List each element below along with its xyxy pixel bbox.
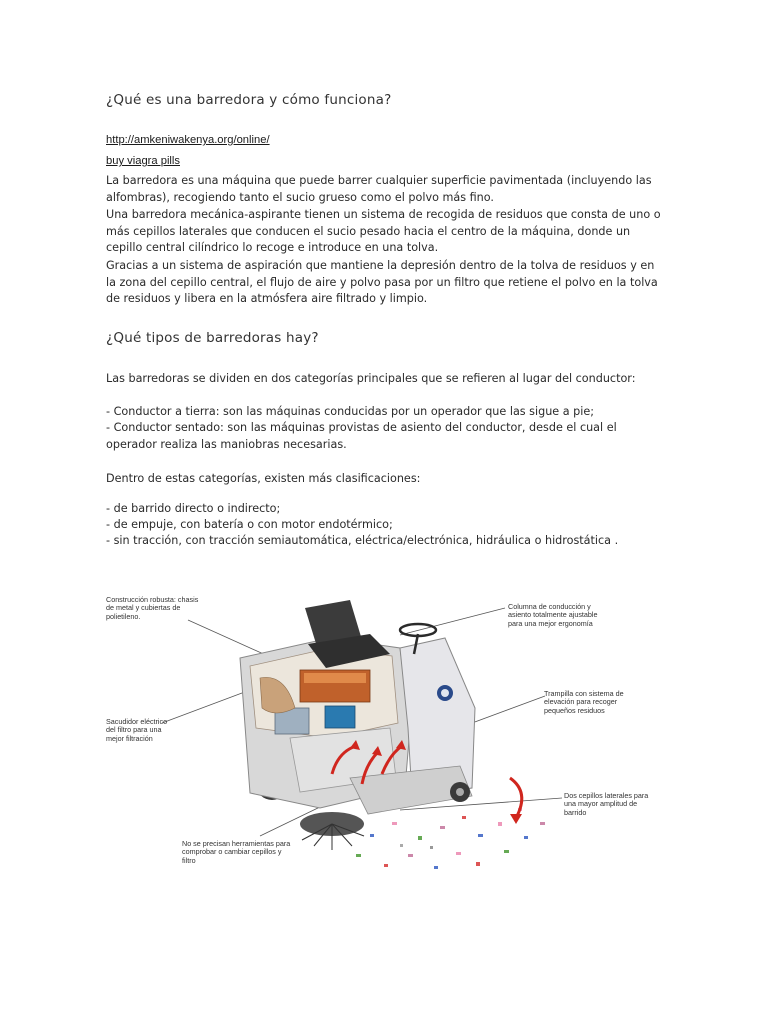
label-filter-shaker: Sacudidor eléctrico del filtro para una mejor filtración: [106, 717, 168, 743]
list-item-1: - de barrido directo o indirecto;: [106, 502, 281, 515]
label-side-brushes: Dos cepillos laterales para una mayor amplitud de barrido: [564, 791, 649, 817]
list-item-3: - sin tracción, con tracción semiautomática, eléctrica/electrónica, hidráulica o hidrostática .: [106, 534, 619, 547]
paragraph-mechanical: Una barredora mecánica-aspirante tienen un sistema de recogida de residuos que consta de uno o más cepillos laterales que conducen el sucio pesado hacia el centro de la máquina, donde un cepillo central cilíndrico lo recoge e introduce en una tolva.: [106, 208, 661, 255]
paragraph-walk-behind: - Conductor a tierra: son las máquinas conducidas por un operador que las sigue a pie;: [106, 405, 595, 418]
label-chassis: Construcción robusta: chasis de metal y cubiertas de polietileno.: [106, 595, 199, 621]
paragraph-categories: Las barredoras se dividen en dos categorías principales que se refieren al lugar del conductor:: [106, 372, 636, 385]
paragraph-aspiration: Gracias a un sistema de aspiración que mantiene la depresión dentro de la tolva de residuos y en la zona del cepillo central, el flujo de aire y polvo pasa por un filtro que retiene el polvo en la tolva de residuos y libera en la atmósfera aire filtrado y limpio.: [106, 259, 658, 306]
paragraph-ride-on: - Conductor sentado: son las máquinas provistas de asiento del conductor, desde el cual el operador realiza las maniobras necesarias.: [106, 421, 617, 451]
paragraph-intro: La barredora es una máquina que puede barrer cualquier superficie pavimentada (incluyendo las alfombras), recogiendo tanto el sucio grueso como el polvo más fino.: [106, 174, 652, 204]
link-url[interactable]: http://amkeniwakenya.org/online/: [106, 134, 270, 146]
link-text[interactable]: buy viagra pills: [106, 155, 180, 167]
side-brush-left: [300, 812, 364, 850]
sweeper-diagram: [100, 578, 680, 898]
paragraph-classifications: Dentro de estas categorías, existen más clasificaciones:: [106, 472, 421, 485]
label-flap: Trampilla con sistema de elevación para recoger pequeños residuos: [544, 689, 624, 715]
list-item-2: - de empuje, con batería o con motor endotérmico;: [106, 518, 393, 531]
label-no-tools: No se precisan herramientas para comprobar o cambiar cepillos y filtro: [182, 839, 291, 865]
heading-what-is: ¿Qué es una barredora y cómo funciona?: [106, 92, 392, 108]
heading-types: ¿Qué tipos de barredoras hay?: [106, 330, 319, 346]
label-steering-column: Columna de conducción y asiento totalmente ajustable para una mejor ergonomía: [508, 602, 598, 628]
